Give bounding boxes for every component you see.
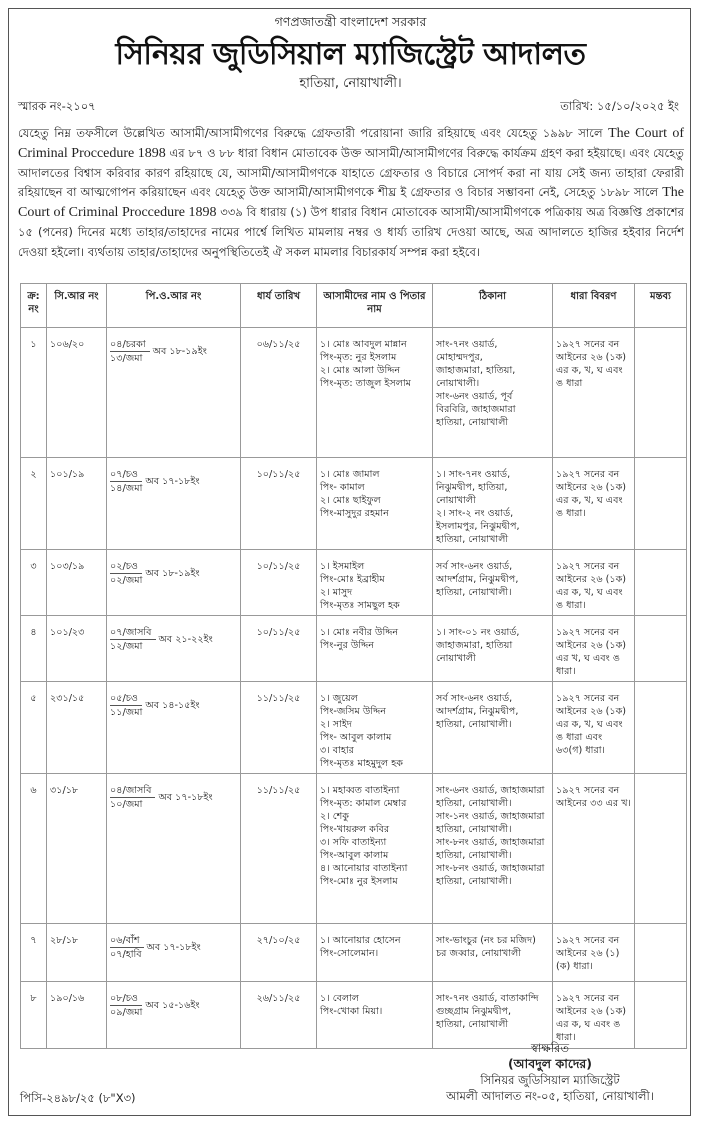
court-title: সিনিয়র জুডিসিয়াল ম্যাজিস্ট্রেট আদালত	[115, 37, 586, 72]
address-line: সর্ব সাং-৬নং ওয়ার্ড,	[436, 693, 513, 704]
accused-line: ১। ইসমাইল	[320, 561, 365, 572]
accused-line: পিং- আবুল কালাম	[320, 732, 392, 743]
act-name: The Court of Criminal Proccedure 1898	[18, 126, 684, 161]
por-bottom: ০৯/জমা	[110, 1007, 143, 1018]
table-row	[21, 982, 687, 1049]
por-year: অব ১৭-১৮ইং	[146, 942, 201, 953]
por-top: ০৪/জাসবি	[110, 784, 155, 798]
date-cell	[241, 774, 317, 924]
serial-number: ১	[30, 339, 37, 350]
serial-cell	[21, 774, 47, 924]
accused-line: ৩। বাহার	[320, 745, 354, 756]
por-cell	[107, 550, 241, 616]
signatory-designation: সিনিয়র জুডিসিয়াল ম্যাজিস্ট্রেট	[480, 1073, 620, 1087]
cr-number: ১৯০/১৬	[50, 993, 85, 1004]
signatory-office: আমলী আদালত নং-০৫, হাতিয়া, নোয়াখালী।	[446, 1089, 654, 1103]
por-bottom: ০৭/হাবি	[110, 949, 142, 960]
date-cell	[241, 616, 317, 682]
por-fraction	[110, 468, 142, 495]
signature-block	[420, 1040, 680, 1104]
address-cell	[433, 458, 553, 550]
por-fraction	[110, 784, 155, 811]
accused-line: পিং-জসিম উদ্দিন	[320, 706, 386, 717]
remarks-cell	[635, 682, 687, 774]
cr-cell	[47, 458, 107, 550]
por-top: ০৫/চও	[110, 692, 142, 706]
accused-line: ১। বেলাল	[320, 993, 360, 1004]
signed-label: স্বাক্ষরিত	[531, 1041, 569, 1055]
serial-cell	[21, 682, 47, 774]
hearing-date: ২৬/১১/২৫	[256, 993, 301, 1004]
column-header-por-no: পি.ও.আর নং	[107, 284, 241, 328]
accused-line: ১। আনোয়ার হোসেন	[320, 935, 401, 946]
remarks-cell	[635, 982, 687, 1049]
accused-line: পিং-খোকা মিয়া।	[320, 1006, 383, 1017]
section-cell	[553, 682, 635, 774]
table-row	[21, 550, 687, 616]
serial-number: ৪	[30, 627, 37, 638]
government-line: গণপ্রজাতন্ত্রী বাংলাদেশ সরকার	[274, 14, 427, 29]
table-row	[21, 924, 687, 982]
accused-line: ১। মোঃ জামাল	[320, 469, 380, 480]
address-cell	[433, 616, 553, 682]
address-line: হাতিয়া, নোয়াখালী।	[436, 587, 512, 598]
section-cell	[553, 550, 635, 616]
remarks-cell	[635, 458, 687, 550]
column-header-hearing-date: ধার্য তারিখ	[241, 284, 317, 328]
table-row	[21, 682, 687, 774]
names-cell	[317, 616, 433, 682]
accused-line: ১। মোঃ আবদুল মান্নান	[320, 339, 407, 350]
date-cell	[241, 328, 317, 458]
address-cell	[433, 328, 553, 458]
por-cell	[107, 774, 241, 924]
serial-number: ৬	[30, 785, 37, 796]
print-code: পিসি-২৪৯৮/২৫ (৮"X৩)	[20, 1091, 136, 1105]
por-bottom: ১৩/জমা	[110, 353, 143, 364]
por-number	[110, 784, 237, 811]
section-text: ১৯২৭ সনের বন আইনের ২৬ (১ক) এর ক, খ, ঘ এবং ঙ ধারা।	[556, 561, 627, 611]
section-text: ১৯২৭ সনের বন আইনের ২৬ (১ক) এর খ, ঘ এবং ঙ ধারা।	[556, 627, 627, 677]
por-year: অব ১৮-১৯ইং	[152, 346, 207, 357]
por-fraction	[110, 692, 142, 719]
accused-line: পিং-মৃত: তাজুল ইসলাম	[320, 378, 412, 389]
por-year: অব ১৪-১৫ইং	[145, 700, 200, 711]
table-row	[21, 458, 687, 550]
date-cell	[241, 682, 317, 774]
serial-cell	[21, 616, 47, 682]
date-cell	[241, 550, 317, 616]
address-line: ১। সাং-৭নং ওয়ার্ড,	[436, 469, 511, 480]
accused-line: ১। মহাব্বত বাতাইন্যা	[320, 785, 400, 796]
hearing-date: ২৭/১০/২৫	[256, 935, 301, 946]
serial-cell	[21, 982, 47, 1049]
address-cell	[433, 774, 553, 924]
accused-line: ২। শেকু	[320, 811, 349, 822]
address-line: নোয়াখালী।	[436, 378, 480, 389]
address-cell	[433, 924, 553, 982]
cr-number: ২৮/১৮	[50, 935, 79, 946]
accused-line: পিং- কামাল	[320, 482, 365, 493]
accused-line: পিং-নুর উদ্দিন	[320, 640, 374, 651]
por-cell	[107, 328, 241, 458]
por-cell	[107, 682, 241, 774]
por-top: ০২/চও	[110, 560, 142, 574]
address-line: গুচ্ছগ্রাম নিঝুমদ্বীপ,	[436, 1006, 512, 1017]
address-line: সাং-ভাংচুর (নং চর মজিদ)	[436, 935, 536, 946]
por-bottom: ১২/জমা	[110, 641, 143, 652]
act-name: The Court of Criminal Proccedure 1898	[18, 185, 684, 221]
section-text: ১৯২৭ সনের বন আইনের ২৬ (১)(ক) ধারা।	[556, 935, 620, 972]
serial-cell	[21, 924, 47, 982]
address-line: হাতিয়া, নোয়াখালী	[436, 417, 509, 428]
address-line: মোহাম্মদপুর,	[436, 352, 483, 363]
serial-number: ৩	[30, 561, 37, 572]
hearing-date: ১০/১১/২৫	[256, 627, 301, 638]
table-row	[21, 616, 687, 682]
serial-cell	[21, 550, 47, 616]
cr-cell	[47, 924, 107, 982]
cr-number: ৩১/১৮	[50, 785, 79, 796]
por-year: অব ১৭-১৮ইং	[145, 476, 200, 487]
names-cell	[317, 924, 433, 982]
section-text: ১৯২৭ সনের বন আইনের ২৬ (১ক) এর ক, খ, ঘ এবং ঙ ধারা।	[556, 469, 627, 519]
por-number	[110, 692, 237, 719]
serial-number: ৫	[30, 693, 37, 704]
por-bottom: ১৪/জমা	[110, 483, 143, 494]
accused-line: ২। সাইদ	[320, 719, 352, 730]
section-cell	[553, 328, 635, 458]
section-text: ১৯২৭ সনের বন আইনের ২৬ (১ক) এর ক, খ, ঘ এবং ঙ ধারা এবং ৬৩(গ) ধারা।	[556, 693, 627, 756]
section-cell	[553, 982, 635, 1049]
por-year: অব ২১-২২ইং	[158, 634, 213, 645]
address-line: হাতিয়া, নোয়াখালী।	[436, 824, 512, 835]
accused-line: ২। মোঃ ছাইফুল	[320, 495, 381, 506]
por-year: অব ১৭-১৮ইং	[158, 792, 213, 803]
names-cell	[317, 550, 433, 616]
names-cell	[317, 982, 433, 1049]
notice-text: যেহেতু নিম্ন তফসীলে উল্লেখিত আসামী/আসামীগণের বিরুদ্ধে গ্রেফতারী পরোয়ানা জারি রহিয়াছে এবং যেহেতু ১৯৯৮ সালে	[18, 126, 609, 140]
por-number	[110, 934, 237, 961]
address-line: নোয়াখালী	[436, 653, 476, 664]
address-line: সাং-৭নং ওয়ার্ড,	[436, 339, 498, 350]
address-line: আদর্শগ্রাম, নিঝুমদ্বীপ,	[436, 574, 519, 585]
notice-paragraph	[18, 124, 684, 263]
date-cell	[241, 924, 317, 982]
address-line: নোয়াখালী	[436, 495, 476, 506]
table-row	[21, 328, 687, 458]
por-top: ০৭/জাসবি	[110, 626, 156, 640]
address-line: ১। সাং-০১ নং ওয়ার্ড,	[436, 627, 520, 638]
hearing-date: ১০/১১/২৫	[256, 561, 301, 572]
notice-text: ৩৩৯ বি ধারায় (১) উপ ধারার বিধান মোতাবেক আসামী/আসামীগণকে পত্রিকায় অত্র বিজ্ঞপ্তি প্রকাশের ১৫ (পনের) দিনের মধ্যে তাহার/তাহাদের নামের পার্শ্বে লিখিত মামলায় নম্বর ও ধার্য্য তারিখ দেওয়া আছে, অত্র আদালতে হাজির হইবার নির্দেশ দেওয়া হইলো। ব্যর্থতায় তাহার/তাহাদের অনুপস্থিতিতেই ঐ সকল মামলার বিচারকার্য সম্পন্ন করা হইবে।	[18, 205, 684, 259]
por-cell	[107, 982, 241, 1049]
address-line: হাতিয়া, নোয়াখালী।	[436, 719, 512, 730]
address-line: বিরবিরি, জাহাজমারা	[436, 404, 516, 415]
por-top: ০৬/বাঁশ	[110, 934, 144, 948]
remarks-cell	[635, 616, 687, 682]
address-line: জাহাজমারা, হাতিয়া	[436, 640, 513, 651]
accused-line: ১। মোঃ নবীর উদ্দিন	[320, 627, 399, 638]
cr-cell	[47, 550, 107, 616]
accused-line: পিং-মৃতঃ সামছুল হক	[320, 600, 400, 611]
cr-number: ১০১/২৩	[50, 627, 85, 638]
accused-line: ৪। আনোয়ার বাতাইন্যা	[320, 863, 408, 874]
address-line: চর জব্বার, নোয়াখালী	[436, 948, 521, 959]
section-cell	[553, 924, 635, 982]
section-cell	[553, 774, 635, 924]
address-line: সাং-৬নং ওয়ার্ড, জাহাজমারা	[436, 785, 545, 796]
names-cell	[317, 328, 433, 458]
por-cell	[107, 924, 241, 982]
hearing-date: ১০/১১/২৫	[256, 469, 301, 480]
por-fraction	[110, 338, 150, 365]
section-cell	[553, 616, 635, 682]
accused-line: ১। জুয়েল	[320, 693, 358, 704]
address-cell	[433, 982, 553, 1049]
address-line: ইসলামপুর, নিঝুমদ্বীপ,	[436, 521, 520, 532]
accused-line: ৩। সফি বাতাইন্যা	[320, 837, 387, 848]
accused-line: পিং-মোঃ ইব্রাহীম	[320, 574, 385, 585]
cr-cell	[47, 682, 107, 774]
por-bottom: ১১/জমা	[110, 707, 143, 718]
accused-line: পিং-আবুল কালাম	[320, 850, 389, 861]
table-row	[21, 774, 687, 924]
memo-number: স্মারক নং-২১০৭	[18, 99, 96, 113]
serial-number: ৭	[30, 935, 37, 946]
por-cell	[107, 458, 241, 550]
hearing-date: ০৬/১১/২৫	[256, 339, 301, 350]
address-line: সাং-৭নং ওয়ার্ড, বাতাকান্দি	[436, 993, 539, 1004]
address-line: জাহাজমারা, হাতিয়া,	[436, 365, 516, 376]
hearing-date: ১১/১১/২৫	[256, 785, 301, 796]
serial-cell	[21, 328, 47, 458]
remarks-cell	[635, 924, 687, 982]
column-header-cr-no: সি.আর নং	[47, 284, 107, 328]
address-line: সাং-৮নং ওয়ার্ড, জাহাজমারা	[436, 837, 545, 848]
address-line: হাতিয়া, নোয়াখালী	[436, 534, 509, 545]
column-header-serial: ক্র: নং	[21, 284, 47, 328]
por-year: অব ১৫-১৬ইং	[145, 1000, 200, 1011]
address-line: হাতিয়া, নোয়াখালী।	[436, 798, 512, 809]
column-header-section: ধারা বিবরণ	[553, 284, 635, 328]
section-text: ১৯২৭ সনের বন আইনের ২৬ (১ক) এর ক, খ, ঘ এবং ঙ ধারা	[556, 339, 627, 389]
remarks-cell	[635, 774, 687, 924]
por-number	[110, 560, 237, 587]
por-fraction	[110, 992, 142, 1019]
signatory-name: (আবদুল কাদের)	[507, 1056, 593, 1071]
address-line: সাং-৬নং ওয়ার্ড, পূর্ব	[436, 391, 513, 402]
names-cell	[317, 774, 433, 924]
por-bottom: ১০/জমা	[110, 799, 143, 810]
cr-number: ২৩১/১৫	[50, 693, 85, 704]
address-line: নিঝুমদ্বীপ, হাতিয়া,	[436, 482, 508, 493]
address-line: আদর্শগ্রাম, নিঝুমদ্বীপ,	[436, 706, 519, 717]
address-line: হাতিয়া, নোয়াখালী	[436, 1019, 509, 1030]
cr-number: ১০১/১৯	[50, 469, 85, 480]
accused-line: পিং-মৃত: কামাল মেম্বার	[320, 798, 407, 809]
names-cell	[317, 682, 433, 774]
address-line: হাতিয়া, নোয়াখালী।	[436, 876, 512, 887]
section-cell	[553, 458, 635, 550]
cr-cell	[47, 982, 107, 1049]
remarks-cell	[635, 550, 687, 616]
address-line: ২। সাং-২ নং ওয়ার্ড,	[436, 508, 514, 519]
serial-cell	[21, 458, 47, 550]
cr-number: ১০৬/২০	[50, 339, 85, 350]
accused-line: ২। মোঃ আলা উদ্দিন	[320, 365, 401, 376]
address-line: হাতিয়া, নোয়াখালী।	[436, 850, 512, 861]
por-number	[110, 468, 237, 495]
address-line: সর্ব সাং-৬নং ওয়ার্ড,	[436, 561, 513, 572]
address-line: সাং-৮নং ওয়ার্ড, জাহাজমারা	[436, 863, 545, 874]
names-cell	[317, 458, 433, 550]
accused-line: পিং-মোঃ নুর ইসলাম	[320, 876, 398, 887]
section-text: ১৯২৭ সনের বন আইনের ২৬ (১ক) এর ক, ঘ এবং ঙ ধারা।	[556, 993, 627, 1043]
accused-table	[20, 283, 687, 1049]
por-fraction	[110, 560, 142, 587]
accused-line: পিং-মাসুদুর রহমান	[320, 508, 389, 519]
cr-cell	[47, 616, 107, 682]
section-text: ১৯২৭ সনের বন আইনের ৩৩ এর খ।	[556, 785, 631, 809]
por-bottom: ০২/জমা	[110, 575, 143, 586]
por-top: ০৭/চও	[110, 468, 142, 482]
column-header-remarks: মন্তব্য	[635, 284, 687, 328]
column-header-address: ঠিকানা	[433, 284, 553, 328]
notice-text: এর ৮৭ ও ৮৮ ধারা বিধান মোতাবেক উক্ত আসামী/আসামীগণের বিরুদ্ধে কার্যক্রম গ্রহণ করা হইয়াছে। এবং যেহেতু আদালতের বিশ্বাস করিবার কারণ রহিয়াছে যে, আসামী/আসামীগণকে যাহাতে গ্রেফতার ও বিচারে সোপর্দ করা না যায় সেই জন্য তাহারা ফেরারী রহিয়াছেন বা আত্মগোপন করিয়াছেন এবং যেহেতু উক্ত আসামী/আসামীগণকে শীঘ্র ই গ্রেফতার ও বিচার সম্ভাবনা নেই, সেহেতু ১৮৯৮ সালে	[18, 145, 684, 200]
serial-number: ৮	[30, 993, 37, 1004]
table-header-row	[21, 284, 687, 328]
address-line: সাং-১নং ওয়ার্ড, জাহাজমারা	[436, 811, 545, 822]
date-cell	[241, 458, 317, 550]
por-number	[110, 626, 237, 653]
court-location: হাতিয়া, নোয়াখালী।	[299, 76, 402, 91]
remarks-cell	[635, 328, 687, 458]
por-year: অব ১৮-১৯ইং	[145, 568, 200, 579]
por-number	[110, 992, 237, 1019]
accused-line: পিং-মৃত: নুর ইসলাম	[320, 352, 397, 363]
accused-line: পিং-সোলেমান।	[320, 948, 379, 959]
column-header-accused-names: আসামীদের নাম ও পিতার নাম	[317, 284, 433, 328]
cr-cell	[47, 774, 107, 924]
por-top: ০৪/চরকা	[110, 338, 150, 352]
address-cell	[433, 682, 553, 774]
por-cell	[107, 616, 241, 682]
por-number	[110, 338, 237, 365]
cr-number: ১০৩/১৯	[50, 561, 85, 572]
por-fraction	[110, 626, 156, 653]
date-cell	[241, 982, 317, 1049]
accused-line: পিং-মৃতঃ মাহমুদুল হক	[320, 758, 404, 769]
por-top: ০৮/চও	[110, 992, 142, 1006]
por-fraction	[110, 934, 144, 961]
accused-line: ২। মাসুদ	[320, 587, 353, 598]
address-cell	[433, 550, 553, 616]
notice-date: তারিখ: ১৫/১০/২০২৫ ইং	[560, 99, 679, 113]
serial-number: ২	[30, 469, 37, 480]
cr-cell	[47, 328, 107, 458]
hearing-date: ১১/১১/২৫	[256, 693, 301, 704]
accused-line: পিং-খায়রুল কবির	[320, 824, 390, 835]
